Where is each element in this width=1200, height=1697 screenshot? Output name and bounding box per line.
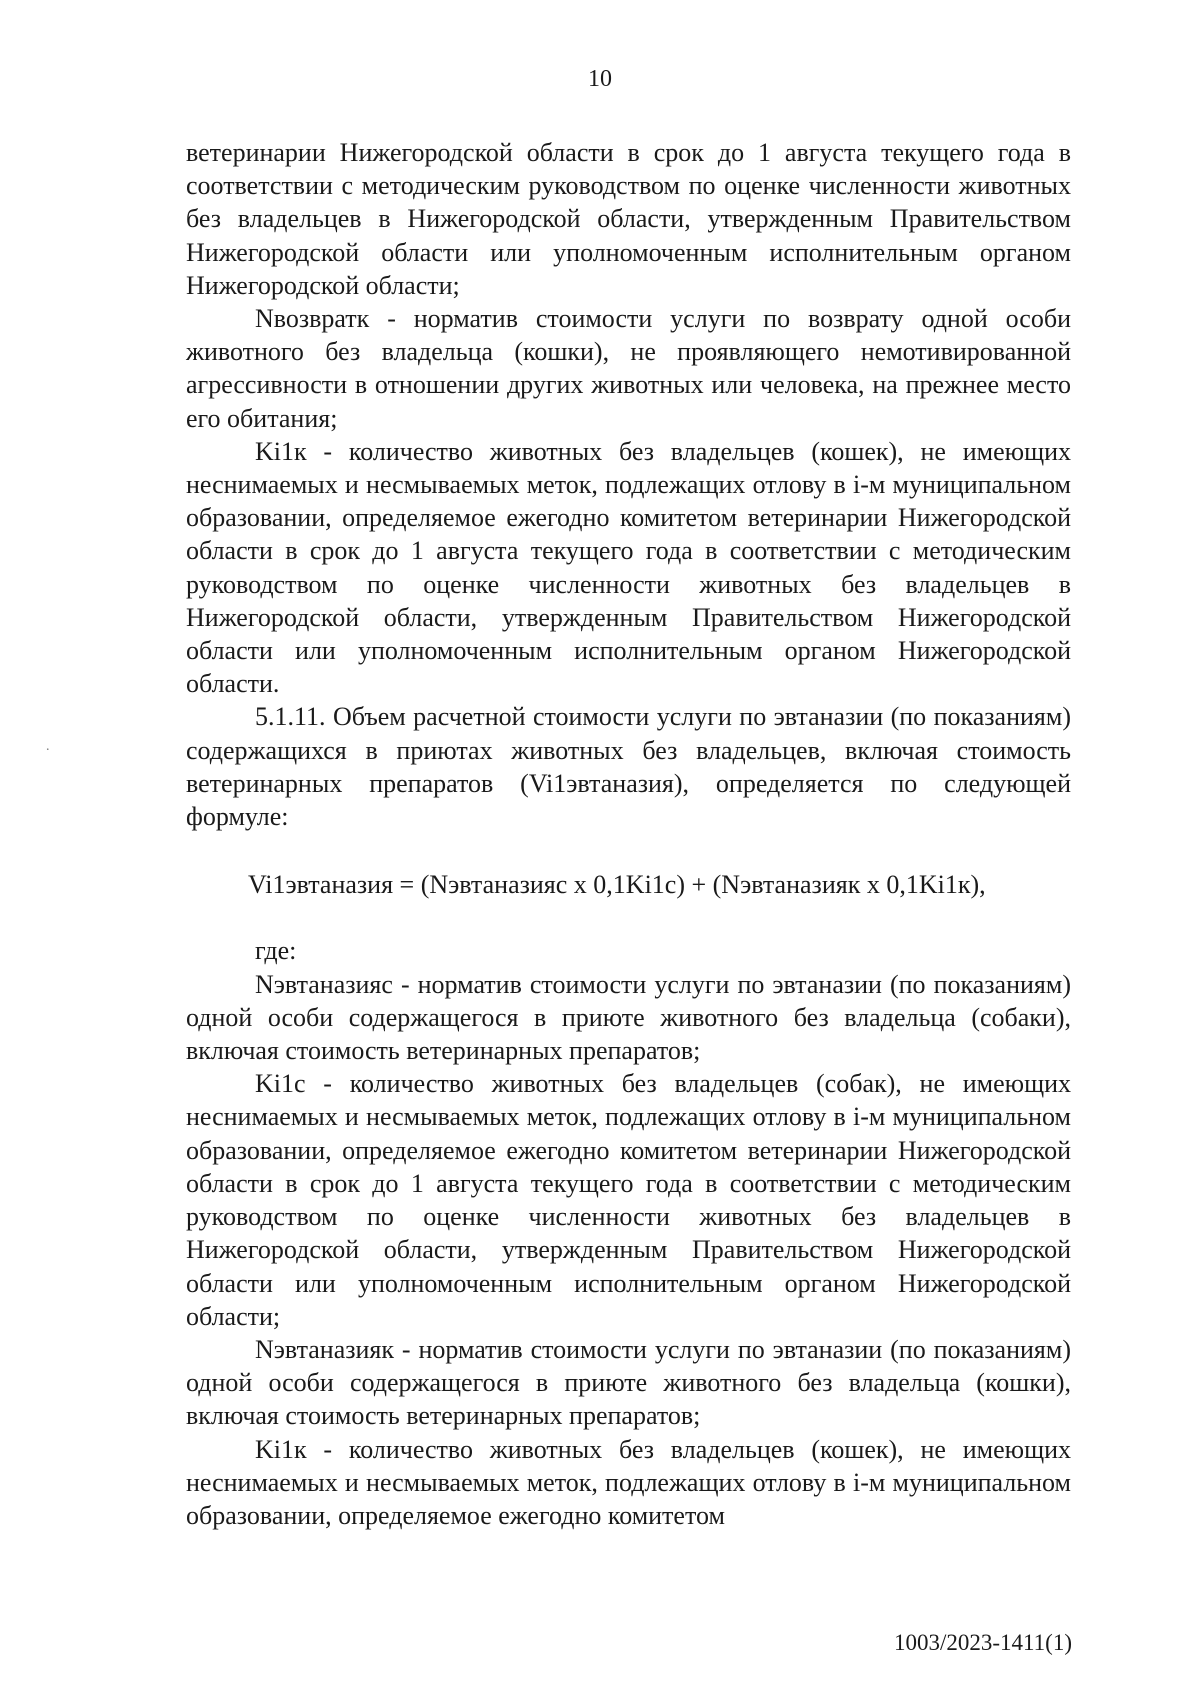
paragraph-ki1c-definition: Ki1с - количество животных без владельцев (собак), не имеющих неснимаемых и несмываемых меток, подлежащих отлову в i-м муниципальном образовании, определяемое ежегодно комитетом ветеринарии Нижегородской области в срок до 1 августа текущего года в соответствии с методическим руководством по оценке численности животных без владельцев в Нижегородской области, утвержденным Правительством Нижегородской области или уполномоченным исполнительным органом Нижегородской области; bbox=[186, 1069, 1071, 1331]
footer-document-code: 1003/2023-1411(1) bbox=[893, 1630, 1072, 1655]
paragraph-nvozvrat-definition: Nвозвратк - норматив стоимости услуги по возврату одной особи животного без владельца (кошки), не проявляющего немотивированной агрессивности в отношении других животных или человека, на прежнее место его обитания; bbox=[186, 304, 1071, 433]
paragraph-continuation: ветеринарии Нижегородской области в срок до 1 августа текущего года в соответствии с методическим руководством по оценке численности животных без владельцев в Нижегородской области, утвержденным Правительством Нижегородской области или уполномоченным исполнительным органом Нижегородской области; bbox=[186, 138, 1071, 300]
paragraph-section-5-1-11: 5.1.11. Объем расчетной стоимости услуги по эвтаназии (по показаниям) содержащихся в приютах животных без владельцев, включая стоимость ветеринарных препаратов (Vi1эвтаназия), определяется по следующей формуле: bbox=[186, 702, 1071, 832]
paragraph-ki1k-definition: Ki1к - количество животных без владельцев (кошек), не имеющих неснимаемых и несмываемых меток, подлежащих отлову в i-м муниципальном образовании, определяемое ежегодно комитетом ветеринарии Нижегородской области в срок до 1 августа текущего года в соответствии с методическим руководством по оценке численности животных без владельцев в Нижегородской области, утвержденным Правительством Нижегородской области или уполномоченным исполнительным органом Нижегородской области. bbox=[186, 436, 1071, 699]
where-label: где: bbox=[255, 936, 297, 966]
margin-mark: . bbox=[46, 739, 50, 754]
paragraph-neutanasia-dog-definition: Nэвтаназияс - норматив стоимости услуги по эвтаназии (по показаниям) одной особи содержащегося в приюте животного без владельца (собаки), включая стоимость ветеринарных препаратов; bbox=[186, 969, 1071, 1066]
formula: Vi1эвтаназия = (Nэвтаназияс x 0,1Ki1с) + (Nэвтаназияк x 0,1Ki1к), bbox=[248, 870, 986, 900]
paragraph-ki1k-definition-2: Ki1к - количество животных без владельцев (кошек), не имеющих неснимаемых и несмываемых меток, подлежащих отлову в i-м муниципальном образовании, определяемое ежегодно комитетом bbox=[186, 1434, 1071, 1530]
paragraph-neutanasia-cat-definition: Nэвтаназияк - норматив стоимости услуги по эвтаназии (по показаниям) одной особи содержащегося в приюте животного без владельца (кошки), включая стоимость ветеринарных препаратов; bbox=[186, 1334, 1071, 1431]
page-number: 10 bbox=[588, 66, 612, 92]
document-body bbox=[186, 136, 1071, 1532]
